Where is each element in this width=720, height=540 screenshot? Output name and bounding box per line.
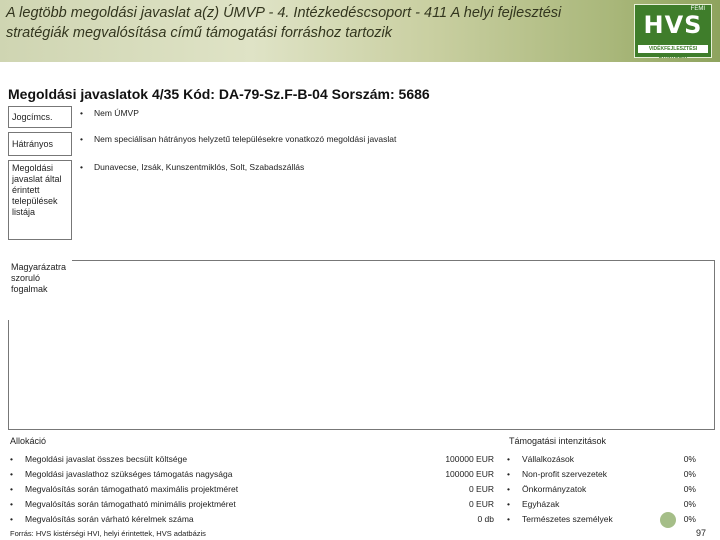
intensity-value: 0% — [683, 469, 696, 479]
allocation-row: • Megoldási javaslat összes becsült költsége — [10, 454, 188, 464]
allocation-row: • Megvalósítás során várható kérelmek száma — [10, 514, 194, 524]
field-value-telepulesek: • Dunavecse, Izsák, Kunszentmiklós, Solt, Szabadszállás — [80, 162, 305, 172]
allocation-row: • Megvalósítás során támogatható minimális projektméret — [10, 499, 236, 509]
logo-main-text: HVS — [643, 11, 703, 39]
intensity-row: • Non-profit szervezetek — [507, 469, 608, 479]
allocation-heading: Allokáció — [10, 436, 47, 446]
intensity-value: 0% — [683, 484, 696, 494]
allocation-value: 100000 EUR — [445, 469, 494, 479]
allocation-row: • Megoldási javaslathoz szükséges támogatás nagysága — [10, 469, 233, 479]
bullet: • — [80, 134, 83, 144]
allocation-value: 0 EUR — [468, 499, 494, 509]
bullet: • — [80, 162, 83, 172]
logo-top-text: FEMI — [690, 6, 705, 12]
source-note: Forrás: HVS kistérségi HVI, helyi érintettek, HVS adatbázis — [10, 529, 206, 538]
header-banner — [0, 0, 720, 62]
page-number: 97 — [696, 528, 707, 538]
intensity-row: • Önkormányzatok — [507, 484, 587, 494]
allocation-value: 0 db — [477, 514, 494, 524]
allocation-value: 100000 EUR — [445, 454, 494, 464]
field-value-hatranyos: • Nem speciálisan hátrányos helyzetű településekre vonatkozó megoldási javaslat — [80, 134, 397, 144]
allocation-value: 0 EUR — [468, 484, 494, 494]
intensity-row: • Természetes személyek — [507, 514, 613, 524]
field-label-telepulesek: Megoldási javaslat által érintett települések listája — [8, 160, 72, 240]
logo-sub-text: VIDÉKFEJLESZTÉSI STRATÉGIA — [638, 45, 708, 53]
intensity-value: 0% — [683, 499, 696, 509]
notes-box — [8, 260, 715, 430]
intensity-heading: Támogatási intenzitások — [509, 436, 607, 446]
header-title: A legtöbb megoldási javaslat a(z) ÚMVP - 4. Intézkedéscsoport - 411 A helyi fejlesztési stratégiák megvalósítása című támogatási forráshoz tartozik — [6, 5, 562, 41]
leaf-icon — [660, 512, 676, 528]
intensity-value: 0% — [683, 514, 696, 524]
field-value-jogcim: • Nem ÚMVP — [80, 108, 139, 118]
intensity-row: • Egyházak — [507, 499, 560, 509]
field-label-fogalmak: Magyarázatra szoruló fogalmak — [8, 260, 72, 320]
hvs-logo — [634, 4, 712, 58]
field-label-hatranyos: Hátrányos — [8, 132, 72, 156]
bullet: • — [80, 108, 83, 118]
intensity-row: • Vállalkozások — [507, 454, 574, 464]
field-label-jogcim: Jogcímcs. — [8, 106, 72, 128]
allocation-row: • Megvalósítás során támogatható maximális projektméret — [10, 484, 239, 494]
intensity-value: 0% — [683, 454, 696, 464]
page-title: Megoldási javaslatok 4/35 Kód: DA-79-Sz.F-B-04 Sorszám: 5686 — [8, 86, 430, 102]
